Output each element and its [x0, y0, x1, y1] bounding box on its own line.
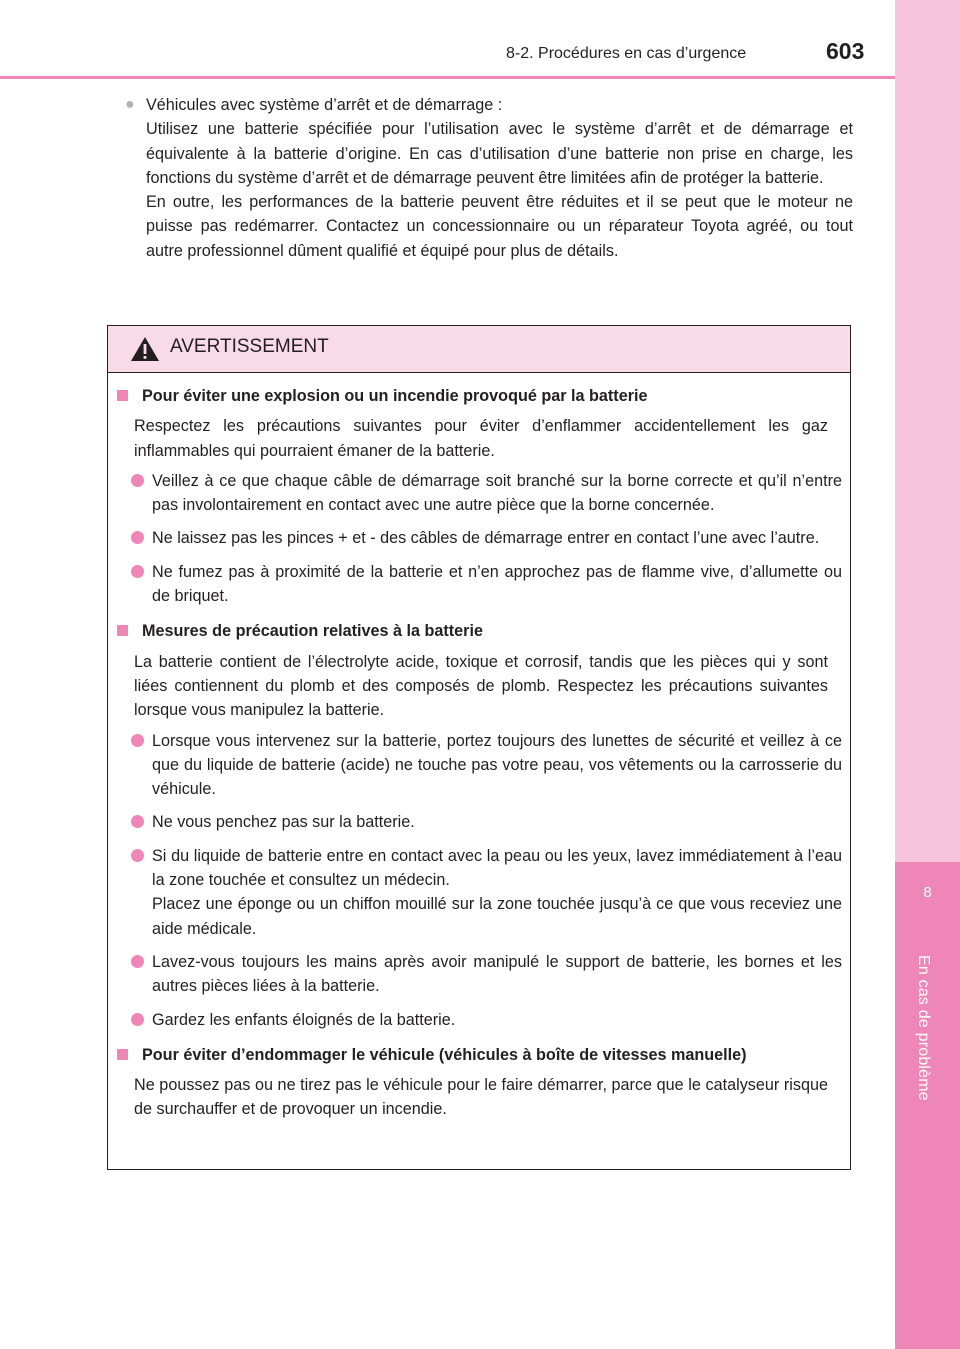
section-title: 8-2. Procédures en cas d’urgence: [506, 45, 747, 62]
chapter-title: En cas de problème: [915, 955, 932, 1101]
pink-circle-icon: [131, 531, 144, 544]
pink-circle-icon: [131, 474, 144, 487]
pink-circle-icon: [131, 734, 144, 747]
warning-body: [108, 373, 850, 1128]
pink-circle-icon: [131, 1013, 144, 1026]
section-heading-text: Pour éviter une explosion ou un incendie provoqué par la batterie: [142, 387, 648, 405]
warning-triangle-icon: [130, 336, 160, 362]
section-text: Respectez les précautions suivantes pour éviter d’enflammer accidentellement les gaz inflammables qui pourraient émaner de la batterie.: [134, 417, 828, 460]
pink-circle-icon: [131, 815, 144, 828]
warning-header: [108, 326, 850, 373]
list-item: [152, 560, 842, 609]
list-item-text: Gardez les enfants éloignés de la batterie.: [152, 1010, 456, 1029]
chapter-number: 8: [923, 884, 932, 901]
chapter-tab[interactable]: [895, 862, 960, 1349]
pink-circle-icon: [131, 565, 144, 578]
warning-title: AVERTISSEMENT: [170, 336, 329, 357]
list-item: [152, 950, 842, 999]
header-divider: [0, 76, 895, 79]
intro-paragraph-1: Utilisez une batterie spécifiée pour l’utilisation avec le système d’arrêt et de démarrage et équivalente à la batterie d’origine. En cas d’utilisation d’une batterie non prise en charge, les fonctions du système d’arrêt et de démarrage peuvent être limitées afin de protéger la batterie.: [146, 120, 853, 187]
list-item-text: Veillez à ce que chaque câble de démarrage soit branché sur la borne correcte et qu’il n’entre pas involontairement en contact avec une autre pièce que la borne concernée.: [152, 471, 842, 515]
list-item: [152, 729, 842, 802]
list-item-text: Ne fumez pas à proximité de la batterie et n’en approchez pas de flamme vive, d’allumette ou de briquet.: [152, 562, 842, 606]
intro-lead: Véhicules avec système d’arrêt et de démarrage :: [146, 96, 503, 114]
list-item-text: Ne laissez pas les pinces + et - des câbles de démarrage entrer en contact l’une avec l’autre.: [152, 529, 820, 548]
section-heading-text: Pour éviter d’endommager le véhicule (véhicules à boîte de vitesses manuelle): [142, 1045, 747, 1064]
pink-circle-icon: [131, 849, 144, 862]
list-item-text-extra: Placez une éponge ou un chiffon mouillé sur la zone touchée jusqu’à ce que vous receviez une aide médicale.: [152, 895, 842, 938]
pink-circle-icon: [131, 955, 144, 968]
page-number: 603: [826, 38, 865, 64]
list-item-text: Si du liquide de batterie entre en contact avec la peau ou les yeux, lavez immédiatement à l’eau la zone touchée et consultez un médecin.: [152, 846, 842, 890]
list-item: [152, 526, 842, 550]
list-item: [152, 469, 842, 518]
section-heading: [116, 619, 850, 643]
list-item: [152, 810, 842, 834]
list-item-text: Lavez-vous toujours les mains après avoir manipulé le support de batterie, les bornes et les autres pièces liées à la batterie.: [152, 952, 842, 996]
section-text: Ne poussez pas ou ne tirez pas le véhicule pour le faire démarrer, parce que le catalyseur risque de surchauffer et de provoquer un incendie.: [134, 1076, 828, 1119]
intro-paragraph-2: En outre, les performances de la batterie peuvent être réduites et il se peut que le moteur ne puisse pas redémarrer. Contactez un concessionnaire ou un réparateur Toyota agréé, ou tout autre professionnel dûment qualifié et équipé pour plus de détails.: [146, 193, 853, 260]
intro-block: [125, 93, 853, 263]
pink-square-icon: [117, 390, 128, 401]
grey-circle-icon: ●: [125, 96, 135, 113]
warning-box: [107, 325, 851, 1170]
section-heading-text: Mesures de précaution relatives à la batterie: [142, 622, 483, 641]
pink-square-icon: [117, 1049, 128, 1060]
section-text: La batterie contient de l’électrolyte acide, toxique et corrosif, tandis que les pièces qui y sont liées contiennent du plomb et des composés de plomb. Respectez les précautions suivantes lorsque vous manipulez la batterie.: [134, 652, 828, 720]
list-item-text: Ne vous penchez pas sur la batterie.: [152, 813, 415, 832]
section-heading: [116, 384, 850, 408]
pink-square-icon: [117, 625, 128, 636]
section-heading: [116, 1043, 850, 1067]
list-item: [152, 844, 842, 941]
list-item-text: Lorsque vous intervenez sur la batterie, portez toujours des lunettes de sécurité et veillez à ce que du liquide de batterie (acide) ne touche pas votre peau, vos vêtements ou la carrosserie du véhicule.: [152, 731, 842, 799]
list-item: [152, 1008, 842, 1032]
